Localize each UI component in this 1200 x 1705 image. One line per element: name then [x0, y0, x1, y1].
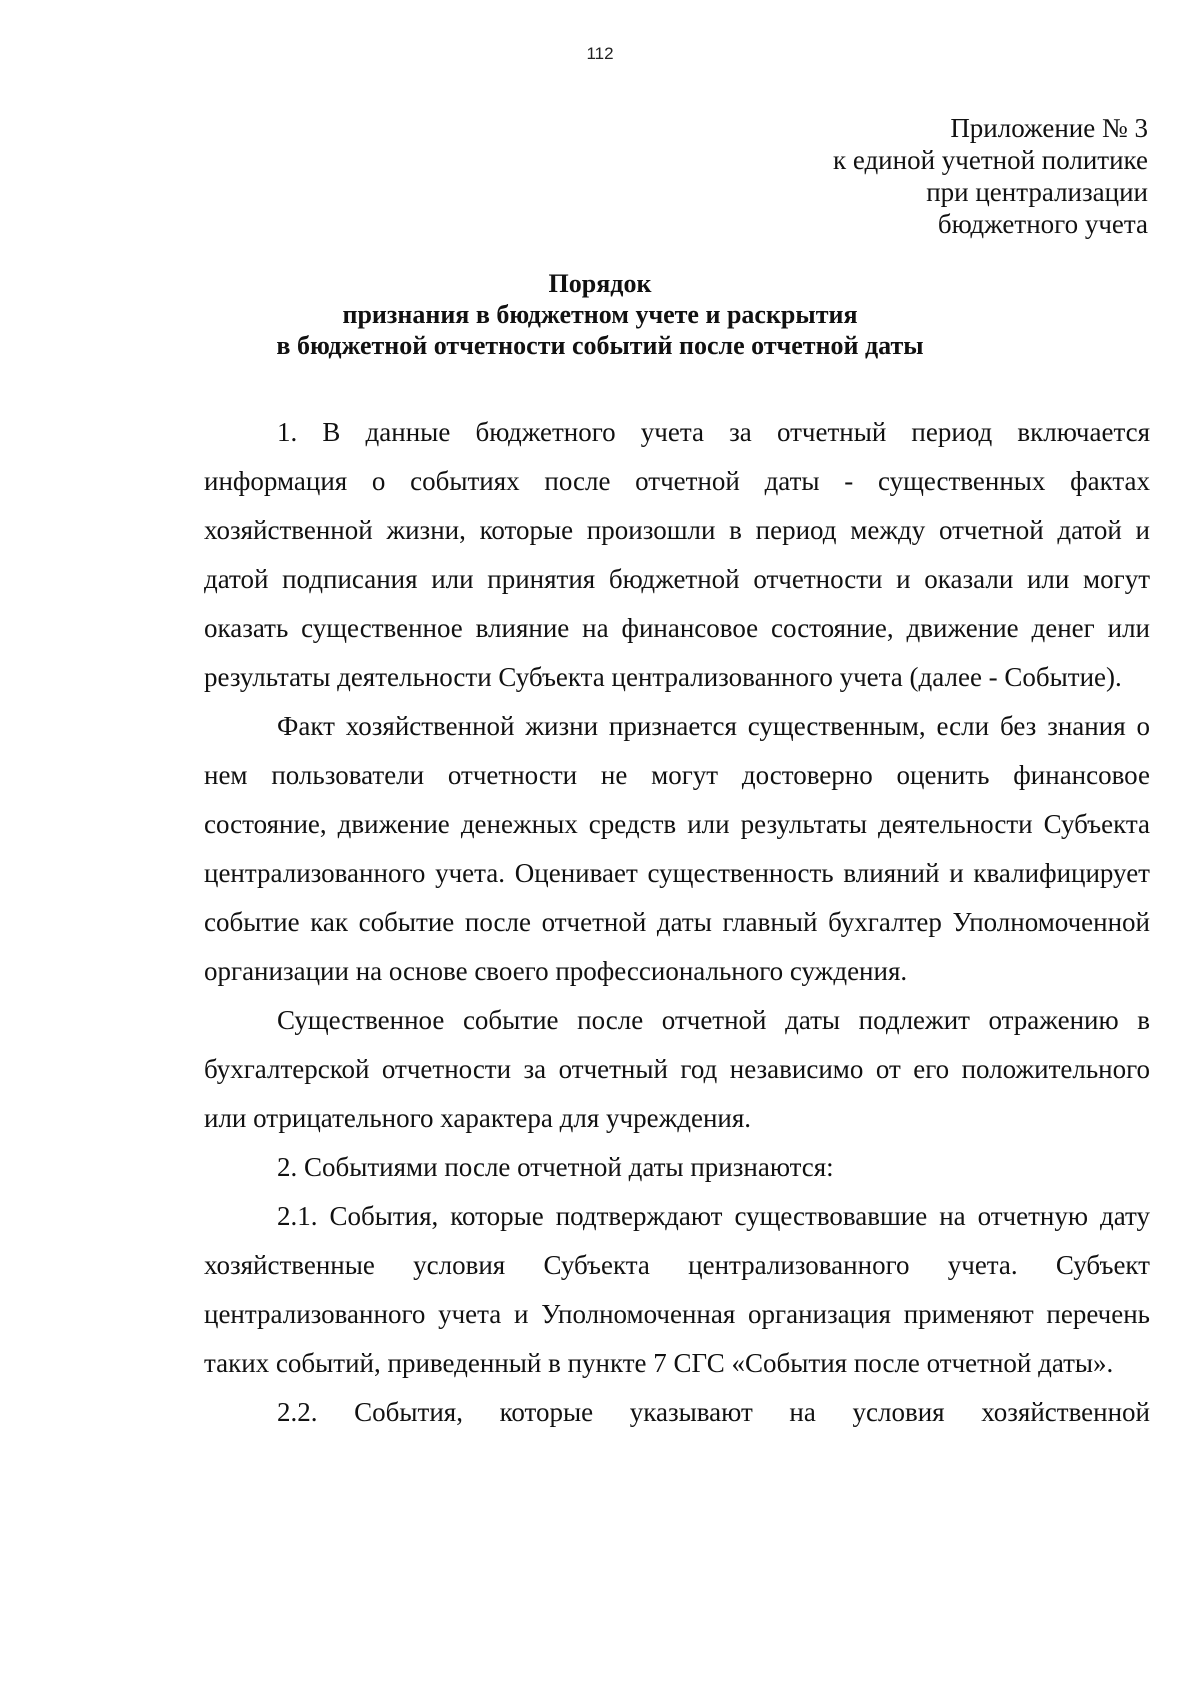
- paragraph-1: 1. В данные бюджетного учета за отчетный период включается информация о событиях после отчетной даты - существенных фактах хозяйственной жизни, которые произошли в период между отчетной датой и датой подписания или принятия бюджетной отчетности и оказали или могут оказать существенное влияние на финансовое состояние, движение денег или результаты деятельности Субъекта централизованного учета (далее - Событие).: [204, 417, 1150, 692]
- document-body: [204, 408, 1150, 1437]
- heading-subtitle-line-1: признания в бюджетном учете и раскрытия: [342, 300, 858, 329]
- paragraph-6: 2.2. События, которые указывают на условия хозяйственной: [277, 1397, 1150, 1427]
- paragraph-3: Существенное событие после отчетной даты подлежит отражению в бухгалтерской отчетности за отчетный год независимо от его положительного или отрицательного характера для учреждения.: [204, 1005, 1150, 1133]
- page-number: 112: [586, 44, 614, 63]
- appendix-line-3: при централизации: [926, 177, 1148, 207]
- heading-subtitle-line-2: в бюджетной отчетности событий после отчетной даты: [276, 331, 924, 360]
- heading-title: Порядок: [548, 269, 652, 298]
- appendix-line-2: к единой учетной политике: [832, 145, 1148, 175]
- paragraph-5: 2.1. События, которые подтверждают существовавшие на отчетную дату хозяйственные условия Субъекта централизованного учета. Субъект централизованного учета и Уполномоченная организация применяют перечень таких событий, приведенный в пункте 7 СГС «События после отчетной даты».: [204, 1201, 1150, 1378]
- document-heading: [0, 268, 1200, 361]
- paragraph-2: Факт хозяйственной жизни признается существенным, если без знания о нем пользователи отчетности не могут достоверно оценить финансовое состояние, движение денежных средств или результаты деятельности Субъекта централизованного учета. Оценивает существенность влияний и квалифицирует событие как событие после отчетной даты главный бухгалтер Уполномоченной организации на основе своего профессионального суждения.: [204, 711, 1150, 986]
- appendix-block: [833, 112, 1148, 240]
- appendix-line-4: бюджетного учета: [937, 209, 1148, 239]
- appendix-line-1: Приложение № 3: [950, 113, 1148, 143]
- paragraph-4: 2. Событиями после отчетной даты признаются:: [277, 1152, 834, 1182]
